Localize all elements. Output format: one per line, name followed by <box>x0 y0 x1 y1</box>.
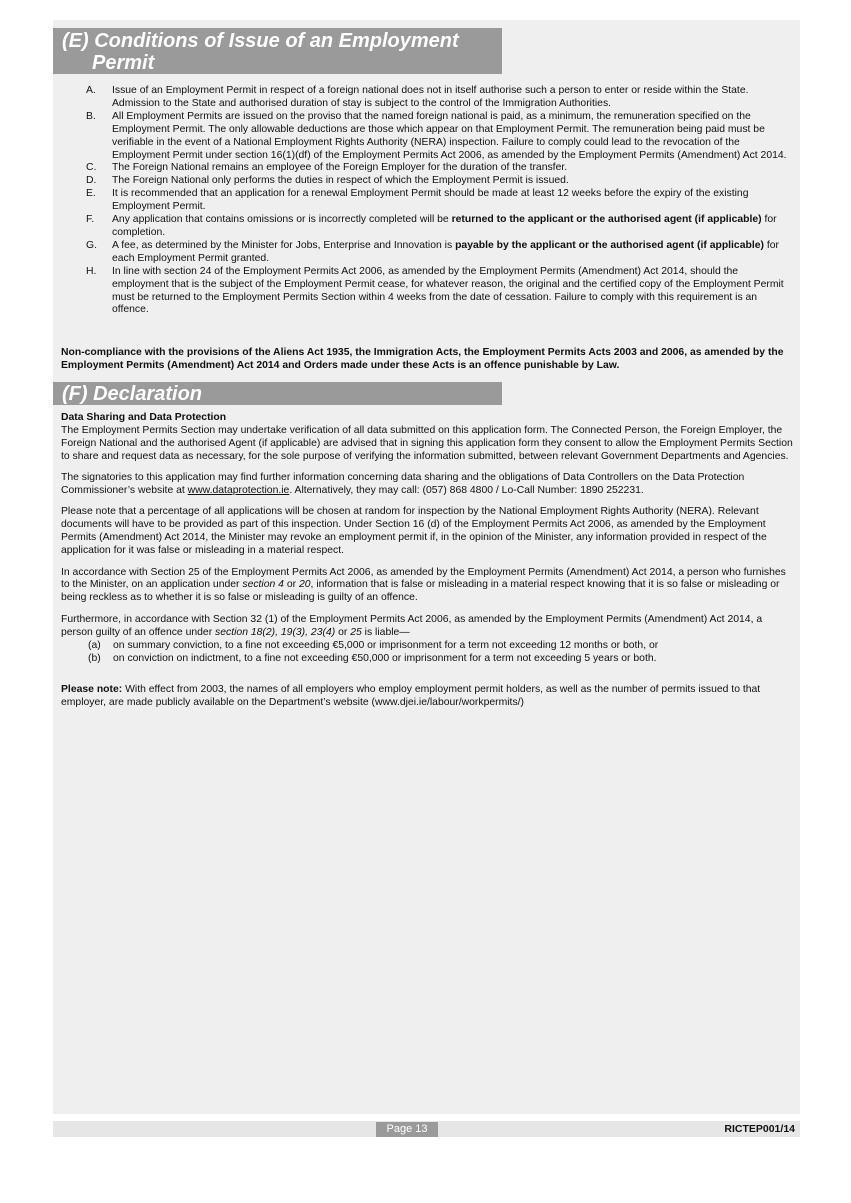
penalties-list <box>61 640 794 666</box>
condition-item <box>61 266 794 318</box>
section-f-title: (F) Declaration <box>53 382 502 405</box>
non-compliance-warning: Non-compliance with the provisions of the Aliens Act 1935, the Immigration Acts, the Employment Permits Acts 2003 and 2006, as amended by the Employment Permits (Amendment) Act 2014 and Orders made under these Acts is an offence punishable by Law. <box>61 347 784 371</box>
penalty-letter: (b) <box>88 652 101 664</box>
condition-text-segment: A fee, as determined by the Minister for Jobs, Enterprise and Innovation is <box>112 239 456 251</box>
condition-letter: E. <box>86 188 96 200</box>
condition-text <box>112 85 794 111</box>
condition-text-segment: In line with section 24 of the Employment Permits Act 2006, as amended by the Employment Permits (Amendment) Act 2014, should the employment that is the subject of the Employment Permit cease, for whatever reason, the original and the certified copy of the Employment Permit must be returned to the Employment Permits Section within 4 weeks from the date of cessation. Failure to comply with this requirement is an offence. <box>112 265 784 316</box>
condition-item <box>61 240 794 266</box>
please-note-paragraph <box>61 684 794 710</box>
condition-text-segment: returned to the applicant or the authorised agent (if applicable) <box>451 214 762 226</box>
p4-text-a: In accordance with Section 25 of the Employment Permits Act 2006, as amended by the Employment Permits (Amendment) Act 2014, a person who furnishes to the Minister, on an application under <box>61 566 786 591</box>
section-e-title-line1: (E) Conditions of Issue of an Employment <box>62 30 459 52</box>
condition-text <box>112 162 794 175</box>
penalty-item <box>61 640 794 653</box>
data-protection-heading: Data Sharing and Data Protection <box>61 412 227 423</box>
penalties-paragraph <box>61 614 794 640</box>
condition-text-segment: for completion. <box>112 214 777 238</box>
dataprotection-link[interactable]: www.dataprotection.ie <box>187 485 290 497</box>
p5-text-b: or <box>335 626 351 638</box>
penalty-letter: (a) <box>88 639 101 651</box>
p4-text-c: , information that is false or misleading in a material respect knowing that it is so false or misleading or being reckless as to whether it is so false or misleading is guilty of an offence. <box>61 579 780 604</box>
condition-letter: G. <box>86 239 97 251</box>
condition-text <box>112 214 794 240</box>
condition-text <box>112 111 794 163</box>
condition-item <box>61 188 794 214</box>
section-e-title <box>53 28 502 74</box>
penalty-text: on conviction on indictment, to a fine not exceeding €50,000 or imprisonment for a term not exceeding 5 years or both. <box>113 652 657 664</box>
p5-text-a: Furthermore, in accordance with Section 32 (1) of the Employment Permits Act 2006, as amended by the Employment Permits (Amendment) Act 2014, a person guilty of an offence under <box>61 613 763 638</box>
condition-text <box>112 266 794 318</box>
section-e-title-line2: Permit <box>92 52 155 74</box>
condition-text-segment: All Employment Permits are issued on the proviso that the named foreign national is paid, as a minimum, the remuneration specified on the Employment Permit. The only allowable deductions are those which appear on that Employment Permit. The remuneration being paid must be verifiable in the event of a National Employment Rights Authority (NERA) inspection. Failure to comply could lead to the revocation of the Employment Permit under section 16(1)(df) of the Employment Permits Act 2006, as amended by the Employment Permits (Amendment) Act 2014. <box>112 110 787 161</box>
condition-item <box>61 214 794 240</box>
penalty-text: on summary conviction, to a fine not exceeding €5,000 or imprisonment for a term not exceeding 12 months or both, or <box>113 639 659 651</box>
p4-text-b: or <box>283 579 299 591</box>
condition-text-segment: The Foreign National only performs the duties in respect of which the Employment Permit is issued. <box>112 175 569 187</box>
p5-italic-sections: section 18(2), 19(3), 23(4) <box>215 626 336 638</box>
declaration-body <box>61 412 794 719</box>
condition-text-segment: It is recommended that an application for a renewal Employment Permit should be made at least 12 weeks before the expiry of the existing Employment Permit. <box>112 188 749 213</box>
condition-item <box>61 175 794 188</box>
condition-item <box>61 111 794 163</box>
p5-italic-number: 25 <box>350 626 362 638</box>
condition-letter: C. <box>86 162 97 174</box>
condition-text <box>112 188 794 214</box>
condition-letter: D. <box>86 175 97 187</box>
data-sharing-paragraph: The Employment Permits Section may undertake verification of all data submitted on this application form. The Connected Person, the Foreign Employer, the Foreign National and the authorised Agent (if applicable) are advised that in signing this application form they consent to allow the Employment Permits Section to share and request data as necessary, for the sole purpose of verifying the information submitted, between relevant Government Departments and Agencies. <box>61 424 793 462</box>
condition-letter: B. <box>86 110 96 122</box>
p5-text-c: is liable— <box>361 626 410 638</box>
false-information-paragraph <box>61 567 794 606</box>
form-code: RICTEP001/14 <box>724 1123 795 1135</box>
p4-italic-number: 20 <box>298 579 311 591</box>
inspection-paragraph: Please note that a percentage of all applications will be chosen at random for inspection by the National Employment Rights Authority (NERA). Relevant documents will have to be provided as part of this inspection. Under Section 16 (d) of the Employment Permits Act 2006, as amended by the Employment Permits (Amendment) Act 2014, the Minister may revoke an employment permit if, in the opinion of the Minister, any information provided in respect of the application for it was false or misleading in a material respect. <box>61 506 767 557</box>
penalty-item <box>61 653 794 666</box>
please-note-text: With effect from 2003, the names of all employers who employ employment permit holders, as well as the number of permits issued to that employer, are made publicly available on the Department’s website (www.djei.ie/labour/workpermits/) <box>61 684 761 709</box>
condition-text-segment: The Foreign National remains an employee of the Foreign Employer for the duration of the transfer. <box>112 162 568 174</box>
dp-text-after: . Alternatively, they may call: (057) 868 4800 / Lo-Call Number: 1890 252231. <box>289 485 644 497</box>
dp-text-before: The signatories to this application may find further information concerning data sharing and the obligations of Data Controllers on the Data Protection Commissioner’s website at <box>61 472 745 497</box>
condition-text-segment: payable by the applicant or the authorised agent (if applicable) <box>455 239 764 251</box>
condition-item <box>61 162 794 175</box>
condition-text-segment: Any application that contains omissions or is incorrectly completed will be <box>112 214 452 226</box>
condition-item <box>61 85 794 111</box>
condition-text-segment: Issue of an Employment Permit in respect of a foreign national does not in itself authorise such a person to enter or reside within the State. Admission to the State and authorised duration of stay is subject to the control of the Immigration Authorities. <box>112 85 749 109</box>
condition-letter: A. <box>86 85 96 96</box>
page-number: Page 13 <box>376 1122 438 1137</box>
condition-text <box>112 240 794 266</box>
condition-letter: F. <box>86 214 95 226</box>
conditions-list <box>61 85 794 317</box>
condition-letter: H. <box>86 265 97 277</box>
condition-text <box>112 175 794 188</box>
condition-text-segment: for each Employment Permit granted. <box>112 239 779 264</box>
p4-italic-section: section 4 <box>242 579 284 591</box>
data-protection-paragraph <box>61 472 794 498</box>
please-note-label: Please note: <box>61 684 123 696</box>
